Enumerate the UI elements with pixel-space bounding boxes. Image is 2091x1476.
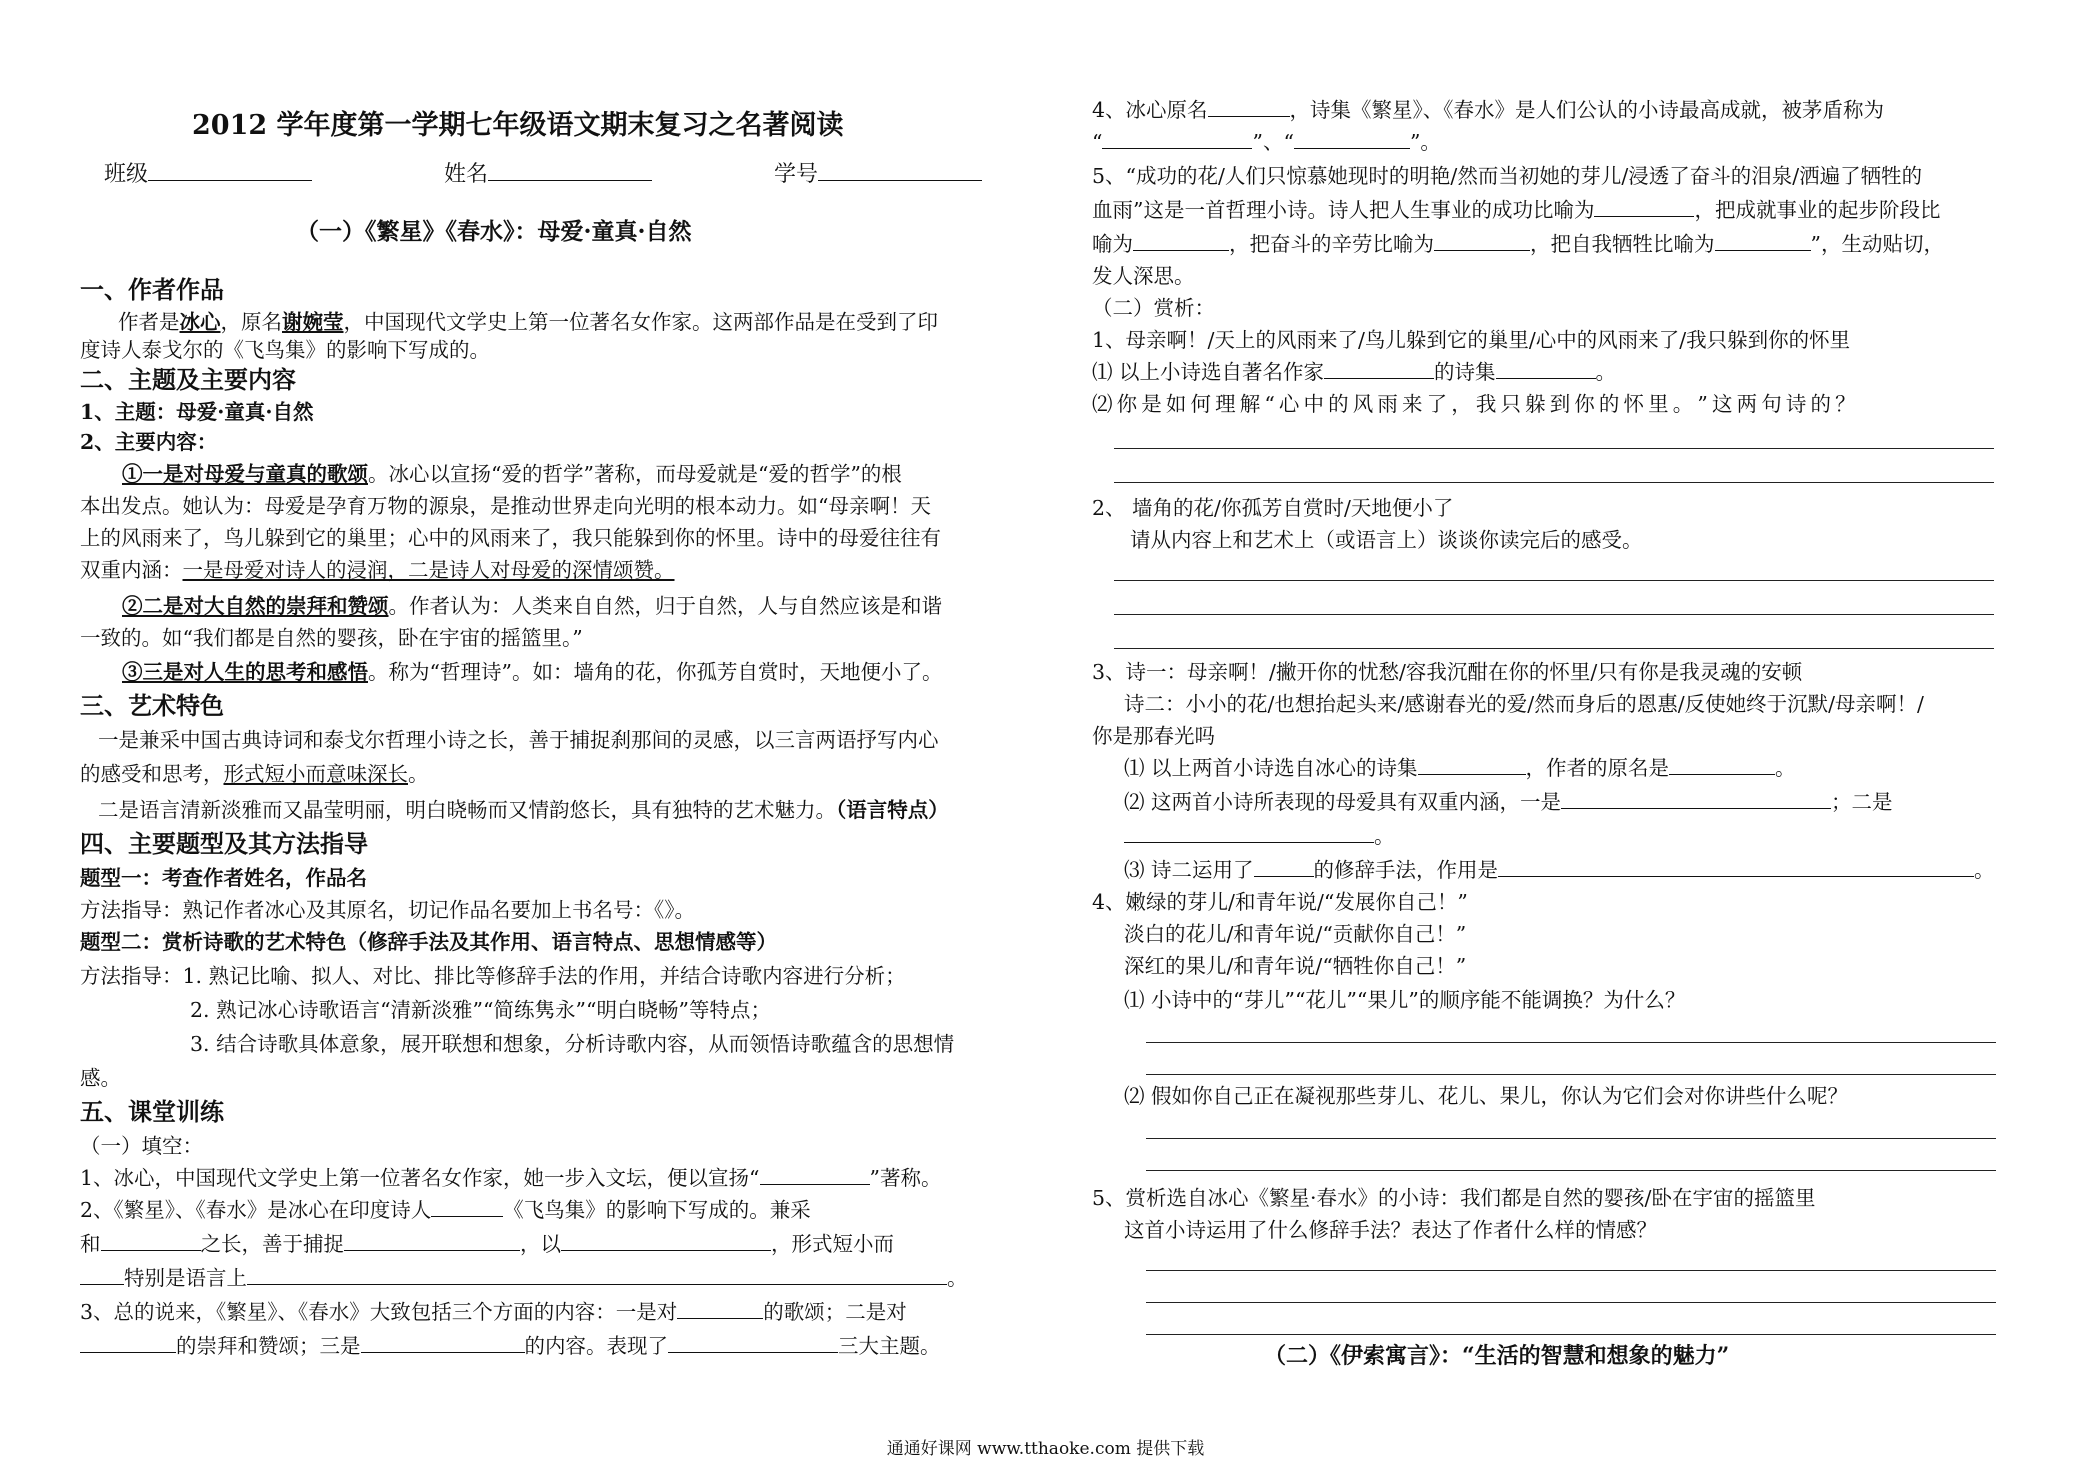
text: 3、总的说来，《繁星》、《春水》大致包括三个方面的内容：一是对 bbox=[80, 1300, 678, 1324]
art-line: 一是兼采中国古典诗词和泰戈尔哲理小诗之长，善于捕捉刹那间的灵感，以三言两语抒写内心 bbox=[98, 728, 939, 752]
text: 。 bbox=[1374, 824, 1395, 848]
text: 。冰心以宣扬“爱的哲学”著称，而母爱就是“爱的哲学”的根 bbox=[368, 462, 902, 486]
id-field bbox=[774, 160, 982, 189]
underlined-text: 一是母爱对诗人的浸润，二是诗人对母爱的深情颂赞。 bbox=[182, 558, 675, 582]
method-line: 3. 结合诗歌具体意象，展开联想和想象，分析诗歌内容，从而领悟诗歌蕴含的思想情 bbox=[190, 1032, 955, 1056]
answer-blank[interactable] bbox=[101, 1230, 201, 1251]
content-label: 2、主要内容： bbox=[80, 430, 218, 454]
author-original-name: 谢婉莹 bbox=[282, 310, 344, 334]
text: 的修辞手法，作用是 bbox=[1313, 858, 1499, 882]
class-label: 班级 bbox=[104, 162, 149, 187]
answer-blank[interactable] bbox=[1133, 230, 1229, 251]
point-title: ③三是对人生的思考和感悟 bbox=[122, 660, 368, 684]
text: 。 bbox=[1775, 756, 1796, 780]
answer-blank[interactable] bbox=[1498, 856, 1974, 877]
text: ，原名 bbox=[220, 310, 282, 334]
q3-part2-cont bbox=[1124, 822, 1395, 850]
answer-line[interactable] bbox=[1146, 1138, 1996, 1139]
author-para-line2: 度诗人泰戈尔的《飞鸟集》的影响下写成的。 bbox=[80, 338, 490, 362]
poem-4-line2: 淡白的花儿/和青年说/“贡献你自己！” bbox=[1124, 922, 1467, 946]
answer-line[interactable] bbox=[1146, 1170, 1996, 1171]
answer-blank[interactable] bbox=[1208, 96, 1290, 117]
text: ⑵ 这两首小诗所表现的母爱具有双重内涵，一是 bbox=[1124, 790, 1562, 814]
poem-3-1: 3、诗一：母亲啊！/撇开你的忧愁/容我沉酣在你的怀里/只有你是我灵魂的安顿 bbox=[1092, 660, 1803, 684]
page-title: 2012 学年度第一学期七年级语文期末复习之名著阅读 bbox=[192, 110, 844, 141]
answer-line[interactable] bbox=[1146, 1042, 1996, 1043]
answer-blank[interactable] bbox=[1561, 788, 1831, 809]
answer-blank[interactable] bbox=[1434, 230, 1530, 251]
text: “ bbox=[1092, 130, 1103, 154]
text: ，作者的原名是 bbox=[1525, 756, 1670, 780]
text: 。 bbox=[1974, 858, 1995, 882]
text: 的歌颂；二是对 bbox=[763, 1300, 907, 1324]
text: ”。 bbox=[1409, 130, 1441, 154]
answer-blank[interactable] bbox=[80, 1332, 176, 1353]
answer-line[interactable] bbox=[1146, 1302, 1996, 1303]
q2-prompt: 请从内容上和艺术上（或语言上）谈谈你读完后的感受。 bbox=[1130, 528, 1643, 552]
poem-4-line3: 深红的果儿/和青年说/“牺牲你自己！” bbox=[1124, 954, 1467, 978]
method-line: 感。 bbox=[80, 1066, 121, 1090]
text: 。 bbox=[947, 1266, 968, 1290]
content-point-1 bbox=[122, 460, 902, 488]
q5-prompt: 这首小诗运用了什么修辞手法？表达了作者什么样的情感？ bbox=[1124, 1218, 1657, 1242]
name-field bbox=[444, 160, 652, 189]
author-name: 冰心 bbox=[179, 310, 221, 334]
text: 之长，善于捕捉 bbox=[200, 1232, 344, 1256]
answer-blank[interactable] bbox=[1715, 230, 1811, 251]
poem-5: 5、赏析选自冰心《繁星·春水》的小诗：我们都是自然的婴孩/卧在宇宙的摇篮里 bbox=[1092, 1186, 1816, 1210]
method-line: 方法指导：1. 熟记比喻、拟人、对比、排比等修辞手法的作用，并结合诗歌内容进行分析； bbox=[80, 964, 906, 988]
fill-heading: （一）填空： bbox=[80, 1134, 203, 1158]
answer-blank[interactable] bbox=[361, 1332, 525, 1353]
text: ”，生动贴切， bbox=[1810, 232, 1944, 256]
poem-3-2: 诗二：小小的花/也想抬起头来/感谢春光的爱/然而身后的恩惠/反使她终于沉默/母亲啊！/ bbox=[1124, 692, 1924, 716]
answer-line[interactable] bbox=[1146, 1074, 1996, 1075]
text: 的内容。表现了 bbox=[524, 1334, 668, 1358]
appreciation-heading: （二）赏析： bbox=[1092, 296, 1215, 320]
text: ”、“ bbox=[1252, 130, 1294, 154]
content-line: 上的风雨来了，鸟儿躲到它的巢里；心中的风雨来了，我只能躲到你的怀里。诗中的母爱往往有 bbox=[80, 526, 941, 550]
page-footer: 通通好课网 www.tthaoke.com 提供下载 bbox=[886, 1439, 1205, 1459]
text: 2、《繁星》、《春水》是冰心在印度诗人 bbox=[80, 1198, 432, 1222]
id-label: 学号 bbox=[774, 162, 819, 187]
answer-line[interactable] bbox=[1114, 482, 1994, 483]
answer-line[interactable] bbox=[1146, 1270, 1996, 1271]
q4-part2: ⑵ 假如你自己正在凝视那些芽儿、花儿、果儿，你认为它们会对你讲些什么呢？ bbox=[1124, 1084, 1849, 1108]
answer-blank[interactable] bbox=[1324, 358, 1434, 379]
method-line: 方法指导：熟记作者冰心及其原名，切记作品名要加上书名号：《》。 bbox=[80, 898, 695, 922]
method-line: 2. 熟记冰心诗歌语言“清新淡雅”“简练隽永”“明白晓畅”等特点； bbox=[190, 998, 771, 1022]
name-blank[interactable] bbox=[488, 160, 652, 181]
answer-line[interactable] bbox=[1146, 1334, 1996, 1335]
q3-part1 bbox=[1124, 754, 1796, 782]
text: 双重内涵： bbox=[80, 558, 183, 582]
text: 的诗集 bbox=[1434, 360, 1496, 384]
fill-q4-line2 bbox=[1092, 128, 1441, 156]
answer-line[interactable] bbox=[1114, 648, 1994, 649]
text: ⑴ 以上小诗选自著名作家 bbox=[1092, 360, 1325, 384]
text: 。称为“哲理诗”。如：墙角的花，你孤芳自赏时，天地便小了。 bbox=[368, 660, 943, 684]
text: 和 bbox=[80, 1232, 101, 1256]
author-para-line1 bbox=[118, 308, 938, 336]
answer-blank[interactable] bbox=[760, 1164, 870, 1185]
poem-3-2-cont: 你是那春光吗 bbox=[1092, 724, 1215, 748]
art-line bbox=[80, 760, 429, 788]
point-title: ②二是对大自然的崇拜和赞颂 bbox=[122, 594, 389, 618]
answer-line[interactable] bbox=[1114, 614, 1994, 615]
fill-q3 bbox=[80, 1298, 907, 1326]
class-field bbox=[104, 160, 312, 189]
question-type-1: 题型一：考查作者姓名，作品名 bbox=[80, 866, 367, 890]
answer-blank[interactable] bbox=[344, 1230, 520, 1251]
text: 《飞鸟集》的影响下写成的。兼采 bbox=[503, 1198, 811, 1222]
content-point-3 bbox=[122, 658, 942, 686]
text: 作者是 bbox=[118, 310, 180, 334]
fill-q5: 5、“成功的花/人们只惊慕她现时的明艳/然而当初她的芽儿/浸透了奋斗的泪泉/洒遍了牺牲的 bbox=[1092, 164, 1923, 188]
q1-part2: ⑵ 你 是 如 何 理 解 “ 心 中 的 风 雨 来 了 ， 我 只 躲 到 你 的 怀 里 。 ” 这 两 句 诗 的 ？ bbox=[1092, 392, 1855, 416]
poem-1: 1、母亲啊！/天上的风雨来了/鸟儿躲到它的巢里/心中的风雨来了/我只躲到你的怀里 bbox=[1092, 328, 1851, 352]
answer-blank[interactable] bbox=[668, 1332, 838, 1353]
answer-blank[interactable] bbox=[1669, 754, 1775, 775]
fill-q1 bbox=[80, 1164, 942, 1192]
fill-q3-line2 bbox=[80, 1332, 941, 1360]
heading-class-practice: 五、课堂训练 bbox=[80, 1097, 224, 1126]
text: 4、冰心原名 bbox=[1092, 98, 1208, 122]
art-line bbox=[98, 796, 949, 824]
heading-art-features: 三、艺术特色 bbox=[80, 691, 224, 720]
text: 特别是语言上 bbox=[124, 1266, 247, 1290]
content-line: 一致的。如“我们都是自然的婴孩，卧在宇宙的摇篮里。” bbox=[80, 626, 583, 650]
answer-blank[interactable] bbox=[1418, 754, 1526, 775]
answer-blank[interactable] bbox=[1254, 856, 1314, 877]
text: 的崇拜和赞颂；三是 bbox=[176, 1334, 361, 1358]
answer-blank[interactable] bbox=[677, 1298, 763, 1319]
theme-line: 1、主题：母爱·童真·自然 bbox=[80, 400, 314, 424]
text: 1、冰心，中国现代文学史上第一位著名女作家，她一步入文坛，便以宣扬“ bbox=[80, 1166, 760, 1190]
point-title: ①一是对母爱与童真的歌颂 bbox=[122, 462, 368, 486]
fill-q5-line4: 发人深思。 bbox=[1092, 264, 1195, 288]
text: ⑶ 诗二运用了 bbox=[1124, 858, 1254, 882]
text: ，中国现代文学史上第一位著名女作家。这两部作品是在受到了印 bbox=[343, 310, 938, 334]
fill-q4 bbox=[1092, 96, 1884, 124]
q1-part1 bbox=[1092, 358, 1616, 386]
text: ，把奋斗的辛劳比喻为 bbox=[1229, 232, 1434, 256]
section-2-title: （二）《伊索寓言》：“生活的智慧和想象的魅力” bbox=[1264, 1343, 1730, 1369]
question-type-2: 题型二：赏析诗歌的艺术特色（修辞手法及其作用、语言特点、思想情感等） bbox=[80, 930, 777, 954]
text: 喻为 bbox=[1092, 232, 1133, 256]
text: 。 bbox=[408, 762, 429, 786]
text: ，以 bbox=[520, 1232, 561, 1256]
content-line bbox=[80, 556, 675, 584]
content-line: 本出发点。她认为：母爱是孕育万物的源泉，是推动世界走向光明的根本动力。如“母亲啊！天 bbox=[80, 494, 931, 518]
answer-blank[interactable] bbox=[247, 1264, 947, 1285]
name-label: 姓名 bbox=[444, 162, 489, 187]
answer-blank[interactable] bbox=[431, 1196, 503, 1217]
text: ，形式短小而 bbox=[771, 1232, 894, 1256]
text: 的感受和思考， bbox=[80, 762, 224, 786]
fill-q2-line2 bbox=[80, 1230, 894, 1258]
answer-blank[interactable] bbox=[1294, 128, 1410, 149]
heading-question-types: 四、主要题型及其方法指导 bbox=[80, 829, 368, 858]
heading-author-works: 一、作者作品 bbox=[80, 275, 224, 304]
poem-4-line1: 4、嫩绿的芽儿/和青年说/“发展你自己！” bbox=[1092, 890, 1468, 914]
answer-blank[interactable] bbox=[1102, 128, 1252, 149]
answer-blank[interactable] bbox=[1124, 822, 1374, 843]
text: 。作者认为：人类来自自然，归于自然，人与自然应该是和谐 bbox=[388, 594, 942, 618]
text: 。 bbox=[1595, 360, 1617, 384]
id-blank[interactable] bbox=[818, 160, 982, 181]
text: ⑴ 以上两首小诗选自冰心的诗集 bbox=[1124, 756, 1418, 780]
answer-blank[interactable] bbox=[1496, 358, 1596, 379]
class-blank[interactable] bbox=[148, 160, 312, 181]
fill-q2 bbox=[80, 1196, 811, 1224]
fill-q5-line2 bbox=[1092, 196, 1940, 224]
answer-blank[interactable] bbox=[80, 1264, 124, 1285]
answer-blank[interactable] bbox=[1594, 196, 1694, 217]
answer-line[interactable] bbox=[1114, 580, 1994, 581]
heading-theme-content: 二、主题及主要内容 bbox=[80, 365, 296, 394]
note: （语言特点） bbox=[836, 798, 949, 822]
q4-part1: ⑴ 小诗中的“芽儿”“花儿”“果儿”的顺序能不能调换？为什么？ bbox=[1124, 988, 1686, 1012]
text: ，诗集《繁星》、《春水》是人们公认的小诗最高成就，被茅盾称为 bbox=[1289, 98, 1885, 122]
poem-2: 2、 墙角的花/你孤芳自赏时/天地便小了 bbox=[1092, 496, 1454, 520]
text: ，把自我牺牲比喻为 bbox=[1530, 232, 1715, 256]
underlined-text: 形式短小而意味深长 bbox=[223, 762, 408, 786]
text: 二是语言清新淡雅而又晶莹明丽，明白晓畅而又情韵悠长，具有独特的艺术魅力。 bbox=[98, 798, 836, 822]
text: ，把成就事业的起步阶段比 bbox=[1694, 198, 1941, 222]
content-point-2 bbox=[122, 592, 942, 620]
answer-line[interactable] bbox=[1114, 448, 1994, 449]
q3-part3 bbox=[1124, 856, 1995, 884]
text: 三大主题。 bbox=[838, 1334, 941, 1358]
fill-q2-line3 bbox=[80, 1264, 968, 1292]
section-subtitle: （一）《繁星》《春水》：母爱·童真·自然 bbox=[296, 218, 692, 245]
fill-q5-line3 bbox=[1092, 230, 1944, 258]
text: ；二是 bbox=[1831, 790, 1893, 814]
q3-part2 bbox=[1124, 788, 1893, 816]
text: ”著称。 bbox=[869, 1166, 942, 1190]
answer-blank[interactable] bbox=[561, 1230, 771, 1251]
text: 血雨”这是一首哲理小诗。诗人把人生事业的成功比喻为 bbox=[1092, 198, 1595, 222]
